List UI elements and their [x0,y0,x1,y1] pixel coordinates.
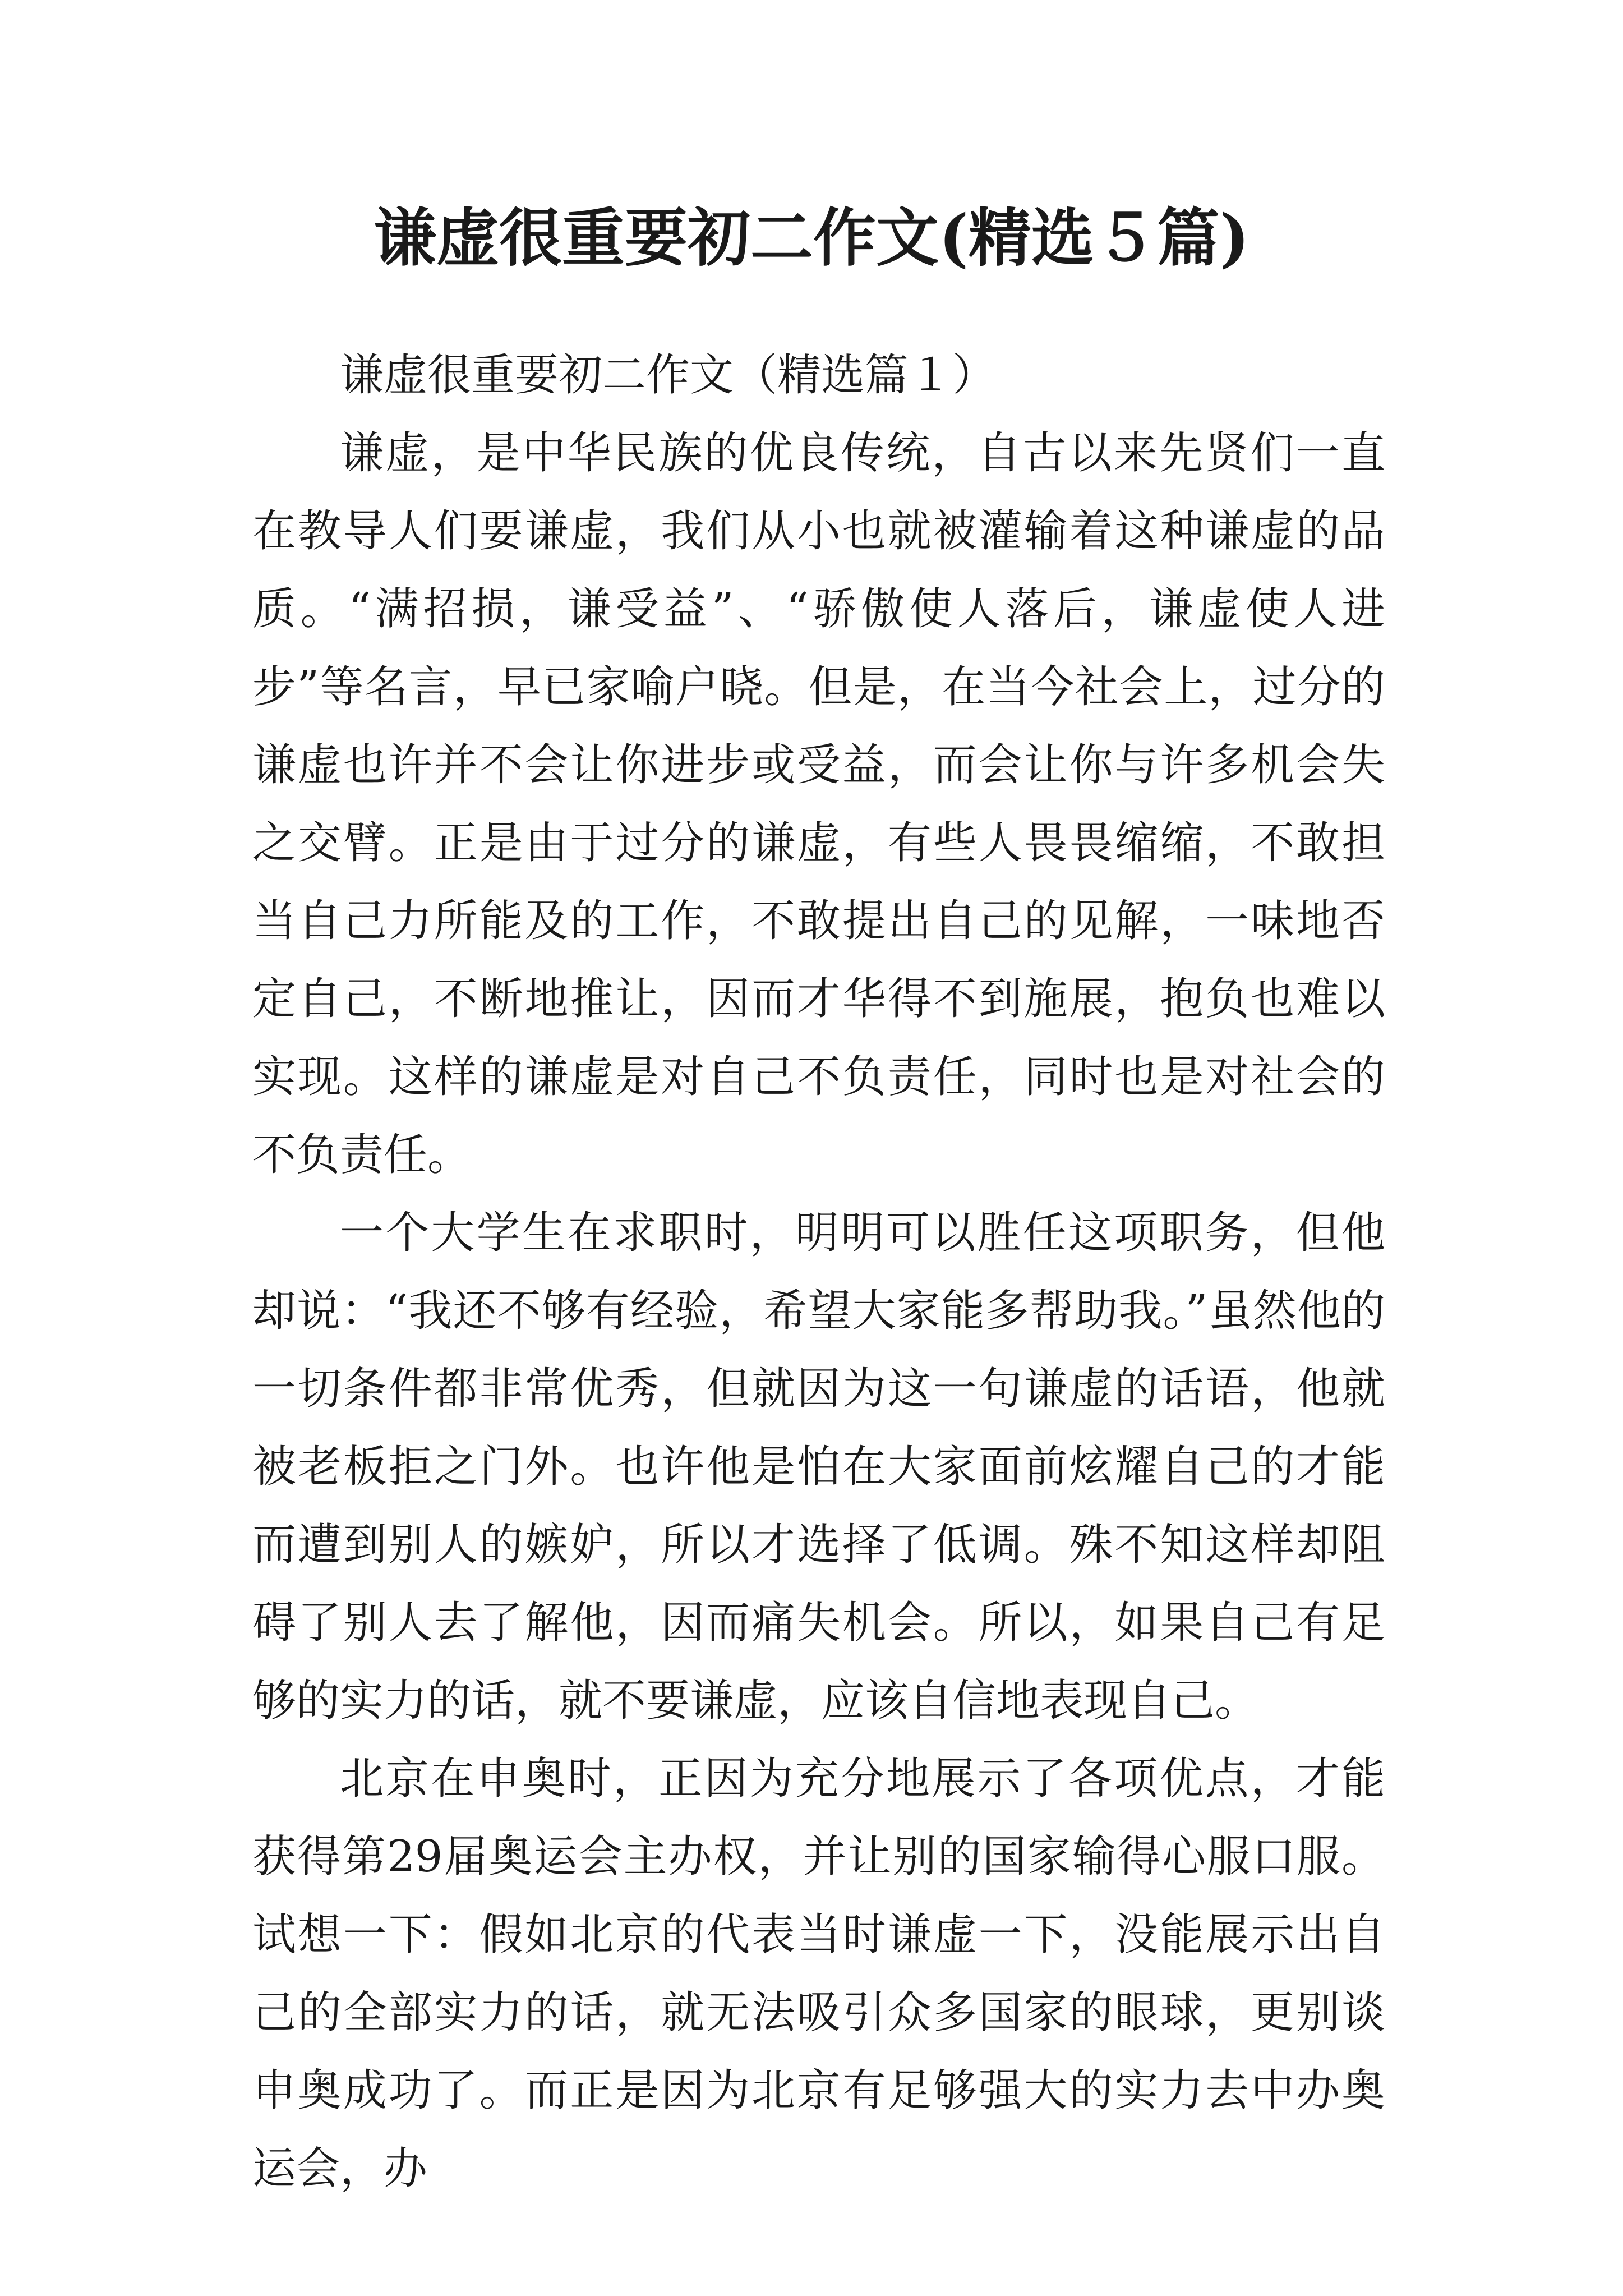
paragraph: 一个大学生在求职时，明明可以胜任这项职务，但他却说：“我还不够有经验，希望大家能多帮助我。”虽然他的一切条件都非常优秀，但就因为这一句谦虚的话语，他就被老板拒之门外。也许他是怕在大家面前炫耀自己的才能而遭到别人的嫉妒，所以才选择了低调。殊不知这样却阻碍了别人去了解他，因而痛失机会。所以，如果自己有足够的实力的话，就不要谦虚，应该自信地表现自己。 [252,1208,1385,1726]
document-body [252,337,1385,2208]
page-title: 谦虚很重要初二作文(精选５篇) [374,201,1249,275]
paragraph: 谦虚，是中华民族的优良传统，自古以来先贤们一直在教导人们要谦虚，我们从小也就被灌输着这种谦虚的品质。“满招损，谦受益”、“骄傲使人落后，谦虚使人进步”等名言，早已家喻户晓。但是，在当今社会上，过分的谦虚也许并不会让你进步或受益，而会让你与许多机会失之交臂。正是由于过分的谦虚，有些人畏畏缩缩，不敢担当自己力所能及的工作，不敢提出自己的见解，一味地否定自己，不断地推让，因而才华得不到施展，抱负也难以实现。这样的谦虚是对自己不负责任，同时也是对社会的不负责任。 [252,428,1385,1180]
paragraph: 北京在申奥时，正因为充分地展示了各项优点，才能获得第29届奥运会主办权，并让别的国家输得心服口服。试想一下：假如北京的代表当时谦虚一下，没能展示出自己的全部实力的话，就无法吸引众多国家的眼球，更别谈申奥成功了。而正是因为北京有足够强大的实力去中办奥运会，办 [252,1754,1385,2194]
section-heading: 谦虚很重要初二作文（精选篇１） [340,350,997,401]
